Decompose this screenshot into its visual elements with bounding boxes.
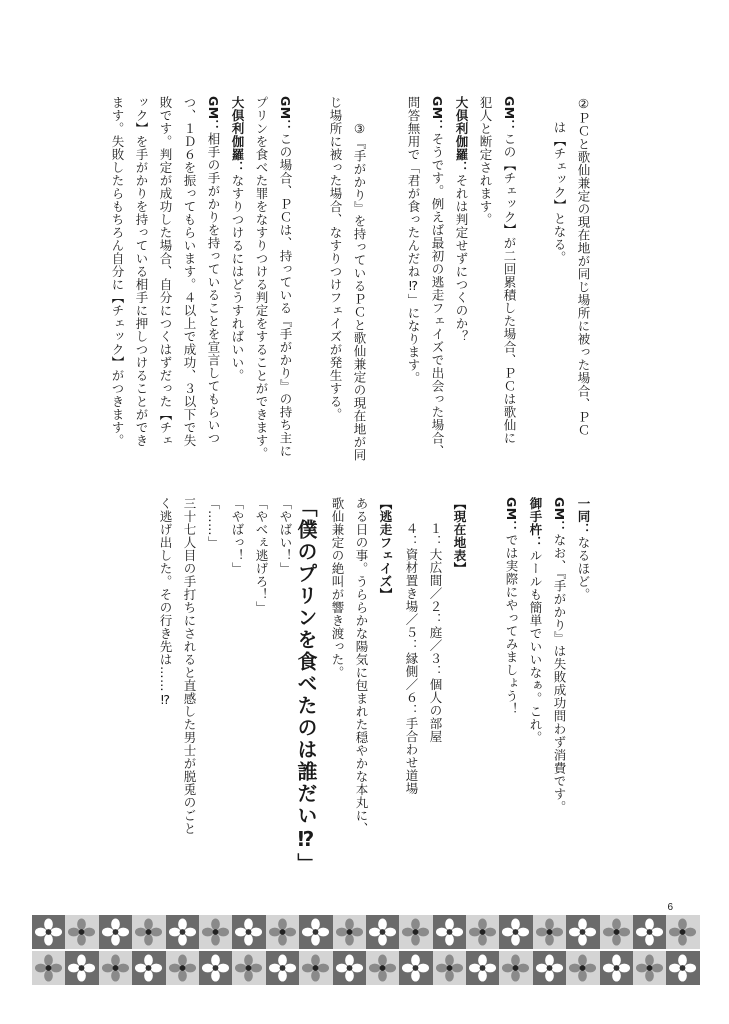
flower-icon [535,917,564,947]
pattern-tile [299,915,332,949]
rule-2-line-2: は【チェック】となる。 [552,121,567,264]
dialogue-line-2: 「やべぇ逃げろ！」 [254,497,269,614]
pattern-tile [366,951,399,985]
pattern-tile [399,951,432,985]
closing-line-2: く逃げ出した。その行き先は……⁉ [158,497,173,708]
kurikara-blame-question: なすりつけるにはどうすればいい。 [230,174,245,382]
flower-icon [101,953,130,983]
flower-icon [501,953,530,983]
location-heading: 【現在地表】 [452,497,467,575]
flower-icon [101,917,130,947]
pattern-tile [600,915,633,949]
pattern-tile [666,951,699,985]
closing-line-1: 三十七人目の手打ちにされると直感した男士が脱兎のごと [182,497,197,835]
speaker-gm: GM： [504,497,519,534]
flower-icon [568,917,597,947]
page-number: 6 [667,902,673,913]
flower-icon [435,953,464,983]
escape-line-1: ある日の事。うららかな陽気に包まれた穏やかな本丸に、 [354,497,369,835]
flower-icon [34,917,63,947]
flower-icon [134,917,163,947]
speaker-mitegine: 御手杵： [528,497,543,549]
speaker-gm: GM： [552,497,567,534]
escape-phase-intro [325,497,397,835]
pattern-tile [533,915,566,949]
pattern-tile [99,915,132,949]
gm-roll-line-4: ック】を手がかりを持っている相手に押しつけることができ [134,96,149,447]
speaker-gm: GM： [206,96,221,133]
flower-icon [401,953,430,983]
decorative-flower-pattern [32,915,700,985]
location-line-1: １：大広間／２：庭／３：個人の部屋 [428,522,443,743]
gm-roll-line-5: ます。失敗したらもちろん自分に【チェック】がつきます。 [110,96,125,447]
pudding-title: 「僕のプリンを食べたのは誰だい⁉」 [294,497,318,875]
flower-icon [535,953,564,983]
flower-icon [201,917,230,947]
flower-icon [34,953,63,983]
dialogue-line-1: 「やばい！」 [278,497,293,575]
gm-explanation-blame [105,96,297,460]
gm-blame-line-2: プリンを食べた罪をなすりつける判定をすることができます。 [254,96,269,460]
flower-icon [335,917,364,947]
pattern-tile [266,915,299,949]
pattern-tile [232,915,265,949]
speaker-ichido: 一同： [576,497,591,536]
flower-icon [268,953,297,983]
flower-icon [168,917,197,947]
gm-roll-line-2: つ、１Ｄ６を振ってもらいます。４以上で成功、３以下で失 [182,96,197,447]
flower-icon [501,917,530,947]
gm-start-line: では実際にやってみましょう！ [504,533,519,716]
ichido-line: なるほど。 [576,536,591,601]
pattern-tile [99,951,132,985]
escape-dialogue [153,497,297,835]
pattern-tile [132,951,165,985]
pattern-tile [32,951,65,985]
pattern-tile [499,951,532,985]
pattern-tile [466,915,499,949]
speaker-gm: GM： [278,96,293,133]
gm-answer-line-1: そうです。例えば最初の逃走フェイズで出会った場合、 [430,132,445,458]
pattern-tile [32,915,65,949]
dialogue-line-3: 「やばっ！」 [230,497,245,575]
pattern-tile [666,915,699,949]
pattern-tile [633,915,666,949]
flower-icon [301,953,330,983]
gm-explanation-checks [401,96,521,458]
pattern-tile [266,951,299,985]
pattern-tile [333,951,366,985]
flower-icon [234,917,263,947]
mitegine-line: ルールも簡単でいいなぁ。これ。 [528,549,543,744]
pattern-tile [466,951,499,985]
pattern-tile [566,915,599,949]
pattern-tile [399,915,432,949]
pattern-tile [366,915,399,949]
pattern-tile [566,951,599,985]
pattern-tile [199,951,232,985]
flower-icon [301,917,330,947]
pattern-tile [433,915,466,949]
escape-heading: 【逃走フェイズ】 [378,497,393,601]
location-table [399,497,471,795]
flower-icon [401,917,430,947]
flower-icon [268,917,297,947]
flower-icon [234,953,263,983]
pattern-tile [65,915,98,949]
flower-icon [635,953,664,983]
flower-icon [435,917,464,947]
pattern-tile [333,915,366,949]
rule-3-paragraph [323,96,371,462]
flower-icon [468,953,497,983]
flower-icon [668,953,697,983]
speaker-gm: GM： [430,96,445,133]
dialogue-line-4: 「……」 [206,497,221,549]
pattern-tile [433,951,466,985]
flower-icon [635,917,664,947]
pattern-tile [199,915,232,949]
pattern-tile [65,951,98,985]
pattern-tile [600,951,633,985]
pattern-tile [132,915,165,949]
gm-roll-line-1: 相手の手がかりを持っていることを宣言してもらいつ [206,132,221,445]
pattern-tile [499,915,532,949]
pattern-tile [166,915,199,949]
flower-icon [468,917,497,947]
flower-icon [568,953,597,983]
pattern-tile [533,951,566,985]
rule-3-line-1: ③『手がかり』を持っているＰＣと歌仙兼定の現在地が同 [352,121,367,462]
flower-icon [602,917,631,947]
gm-roll-line-3: 敗です。判定が成功した場合、自分につくはずだった【チェ [158,96,173,447]
flower-icon [201,953,230,983]
flower-icon [134,953,163,983]
gm-consume-line: なお、『手がかり』は失敗成功問わず消費です。 [552,533,567,814]
gm-line-1: この【チェック】が二回累積した場合、ＰＣは歌仙に [502,132,517,445]
rule-2-line-1: ②ＰＣと歌仙兼定の現在地が同じ場所に被った場合、ＰＣ [576,96,591,437]
kurikara-question: それは判定せずにつくのか？ [454,174,469,343]
pattern-tile [299,951,332,985]
gm-answer-line-2: 問答無用で「君が食ったんだね⁉」になります。 [406,96,421,385]
gm-blame-line-1: この場合、ＰＣは、持っている『手がかり』の持ち主に [278,132,293,458]
pattern-tile [633,951,666,985]
flower-icon [67,917,96,947]
location-line-2: ４：資材置き場／５：縁側／６：手合わせ道場 [404,522,419,795]
rule-2-paragraph [547,96,595,437]
flower-icon [368,917,397,947]
gm-line-2: 犯人と断定されます。 [478,96,493,226]
rule-3-line-2: じ場所に被った場合、なすりつけフェイズが発生する。 [328,96,343,421]
closing-dialogue [499,497,595,813]
flower-icon [168,953,197,983]
speaker-gm: GM： [502,96,517,133]
escape-line-2: 歌仙兼定の絶叫が響き渡った。 [330,497,345,679]
flower-icon [668,917,697,947]
flower-icon [368,953,397,983]
pattern-tile [166,951,199,985]
pattern-tile [232,951,265,985]
flower-icon [602,953,631,983]
flower-icon [67,953,96,983]
speaker-kurikara: 大倶利伽羅： [454,96,469,174]
speaker-kurikara: 大倶利伽羅： [230,96,245,174]
flower-icon [335,953,364,983]
